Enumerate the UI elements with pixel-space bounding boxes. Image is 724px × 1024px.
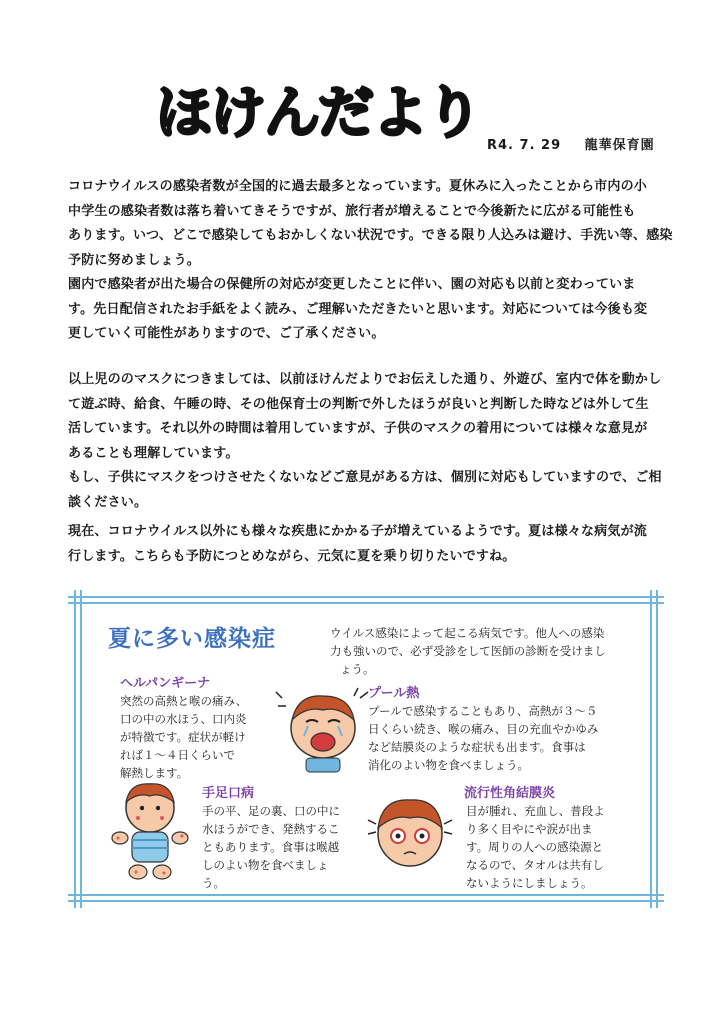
text-line: が特徴です。症状が軽け <box>120 730 246 744</box>
frame-line <box>80 590 82 908</box>
text-line: 談ください。 <box>68 494 148 510</box>
text-line: 解熱します。 <box>120 766 189 780</box>
text-line: なるので、タオルは共有し <box>466 858 604 872</box>
text-line: ょう。 <box>340 662 375 676</box>
text-line: あることも理解しています。 <box>68 445 239 461</box>
paragraph-covid-update <box>68 175 674 347</box>
text-line: 口の中の水ほう、口内炎 <box>120 712 247 726</box>
frame-line <box>74 590 76 908</box>
text-line: コロナウイルスの感染者数が全国的に過去最多となっています。夏休みに入ったことから市内の小 <box>68 179 647 194</box>
paragraph-summer-illness <box>68 520 674 569</box>
frame-line <box>68 602 664 604</box>
disease-title-hand-foot-mouth: 手足口病 <box>202 786 255 801</box>
newsletter-title <box>150 72 480 152</box>
school-name: 龍華保育園 <box>584 138 655 153</box>
text-line: など結膜炎のような症状も出ます。食事は <box>368 740 586 754</box>
frame-line <box>68 596 664 598</box>
dateline <box>487 134 673 153</box>
text-line: う。 <box>202 876 225 890</box>
text-line: す。周りの人への感染源と <box>466 840 604 854</box>
text-line: 行します。こちらも予防につとめながら、元気に夏を乗り切りたいですね。 <box>68 548 516 564</box>
disease-text-hand-foot-mouth <box>202 802 362 892</box>
text-line: 園内で感染者が出た場合の保健所の対応が変更したことに伴い、園の対応も以前と変わっていま <box>68 277 636 292</box>
box-intro <box>330 624 640 678</box>
text-line: もし、子供にマスクをつけさせたくないなどご意見がある方は、個別に対応もしていますので、ご相 <box>68 470 662 485</box>
text-line: す。先日配信されたお手紙をよく読み、ご理解いただきたいと思います。対応については今後も変 <box>68 301 648 317</box>
text-line: て遊ぶ時、給食、午睡の時、その他保育士の判断で外したほうが良いと判断した時などは外して生 <box>68 396 649 412</box>
text-line: 突然の高熱と喉の痛み、 <box>120 694 248 708</box>
text-line: 活しています。それ以外の時間は着用していますが、子供のマスクの着用については様々な意見が <box>68 421 648 436</box>
child-with-rash-illustration <box>108 776 192 882</box>
summer-infections-box <box>68 590 664 908</box>
frame-line <box>68 900 664 902</box>
disease-title-herpangina: ヘルパンギーナ <box>120 676 211 691</box>
text-line: 中学生の感染者数は落ち着いてきそうですが、旅行者が増えることで今後新たに広がる可能性も <box>68 203 636 219</box>
text-line: 更していく可能性がありますので、ご了承ください。 <box>68 326 385 341</box>
issue-date: R4. 7. 29 <box>487 138 562 153</box>
text-line: 以上児ののマスクにつきましては、以前ほけんだよりでお伝えした通り、外遊び、室内で体を動かし <box>68 372 662 387</box>
box-title: 夏に多い感染症 <box>108 626 276 652</box>
red-eye-child-illustration <box>362 790 458 872</box>
disease-text-pool-fever <box>368 702 638 774</box>
text-line: 予防に努めましょう。 <box>68 252 201 268</box>
text-line: 消化のよい物を食べましょう。 <box>368 758 529 772</box>
disease-text-herpangina <box>120 692 270 782</box>
disease-text-keratoconjunctivitis <box>466 802 626 892</box>
text-line: ウイルス感染によって起こる病気です。他人への感染 <box>330 626 605 640</box>
newsletter-title-text: ほけんだより <box>156 81 480 146</box>
paragraph-mask-policy <box>68 368 674 515</box>
text-line: 日くらい続き、喉の痛み、目の充血やかゆみ <box>368 722 599 736</box>
text-line: れば１～４日くらいで <box>120 748 235 762</box>
text-line: 力も強いので、必ず受診をして医師の診断を受けまし <box>330 644 606 658</box>
text-line: り多く目やにや涙が出ま <box>466 822 593 836</box>
crying-child-illustration <box>268 682 378 774</box>
frame-line <box>650 590 652 908</box>
text-line: しのよい物を食べましょ <box>202 858 329 872</box>
frame-line <box>656 590 658 908</box>
text-line: 水ほうができ、発熱するこ <box>202 822 340 836</box>
text-line: ないようにしましょう。 <box>466 876 593 890</box>
frame-line <box>68 894 664 896</box>
text-line: 手の平、足の裏、口の中に <box>202 804 340 818</box>
disease-title-keratoconjunctivitis: 流行性角結膜炎 <box>464 786 556 801</box>
text-line: あります。いつ、どこで感染してもおかしくない状況です。できる限り人込みは避け、手洗い等、感染 <box>68 228 673 243</box>
disease-title-pool-fever: プール熱 <box>368 686 420 701</box>
text-line: ともあります。食事は喉越 <box>202 840 340 854</box>
text-line: 目が腫れ、充血し、普段よ <box>466 804 605 818</box>
text-line: 現在、コロナウイルス以外にも様々な疾患にかかる子が増えているようです。夏は様々な病気が流 <box>68 524 647 539</box>
text-line: プールで感染することもあり、高熱が３～５ <box>368 704 598 718</box>
